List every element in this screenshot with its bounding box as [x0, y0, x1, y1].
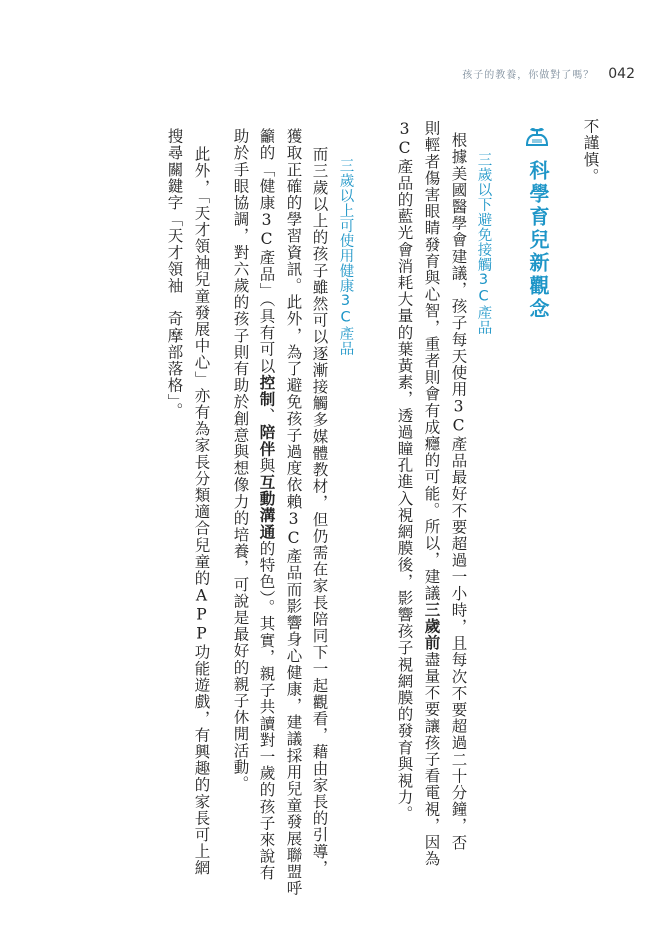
lead-text: 不謹慎。 [581, 118, 600, 185]
p2-l3-c: 與 [257, 457, 276, 474]
paragraph-3-line-2: 搜尋關鍵字「天才領袖 奇摩部落格」。 [165, 128, 184, 420]
p1-l2-emph: 三歲前 [422, 601, 442, 652]
paragraph-2-line-4: 助於手眼協調，對六歲的孩子則有助於創意與想像力的培養，可說是最好的親子休閒活動。 [231, 128, 250, 792]
p2-l3-b: 、 [257, 407, 276, 425]
p1-l2-b: 盡量不要讓孩子看電視，因為 [422, 651, 441, 868]
hand-sprout-icon [523, 125, 551, 149]
p2-l3-a: 籲的「健康3C產品」（具有可以 [257, 128, 276, 375]
page-number: 042 [608, 66, 635, 82]
p2-l3-control: 控制 [257, 374, 277, 408]
p2-l3-companion: 陪伴 [257, 424, 277, 458]
paragraph-2-line-2: 獲取正確的學習資訊。此外，為了避免孩子過度依賴3C產品而影響身心健康，建議採用兒童發展聯盟呼 [284, 128, 303, 897]
p2-l3-d: 的特色）。其實，親子共讀對一歲的孩子來說有 [257, 540, 276, 882]
p2-l3-interaction: 互動溝通 [257, 473, 277, 541]
section-title: 科學育兒新觀念 [526, 160, 550, 321]
paragraph-2-line-3 [258, 128, 275, 881]
running-header [462, 66, 635, 82]
paragraph-1-line-3: 3C產品的藍光會消耗大量的葉黃素，透過瞳孔進入視網膜後，影響孩子視網膜的發育與視力。 [395, 120, 414, 823]
p1-l2-a: 則輕者傷害眼睛發育與心智，重者則會有成癮的可能。所以，建議 [422, 120, 441, 602]
paragraph-3-line-1: 此外，「天才領袖兒童發展中心」亦有為家長分類適合兒童的APP功能遊戲，有興趣的家長可上網 [192, 146, 211, 877]
subhead-over-three: 三歲以上可使用健康3C產品 [337, 158, 354, 356]
subhead-under-three: 三歲以下避免接觸3C產品 [475, 152, 492, 335]
header-title: 孩子的教養，你做對了嗎？ [462, 70, 595, 81]
paragraph-1-line-2 [423, 120, 440, 867]
paragraph-2-line-1: 而三歲以上的孩子雖然可以逐漸接觸多媒體教材，但仍需在家長陪同下一起觀看，藉由家長的引導， [310, 146, 329, 877]
paragraph-1-line-1: 根據美國醫學會建議，孩子每天使用3C產品最好不要超過一小時，且每次不要超過二十分鐘，否 [449, 132, 468, 851]
